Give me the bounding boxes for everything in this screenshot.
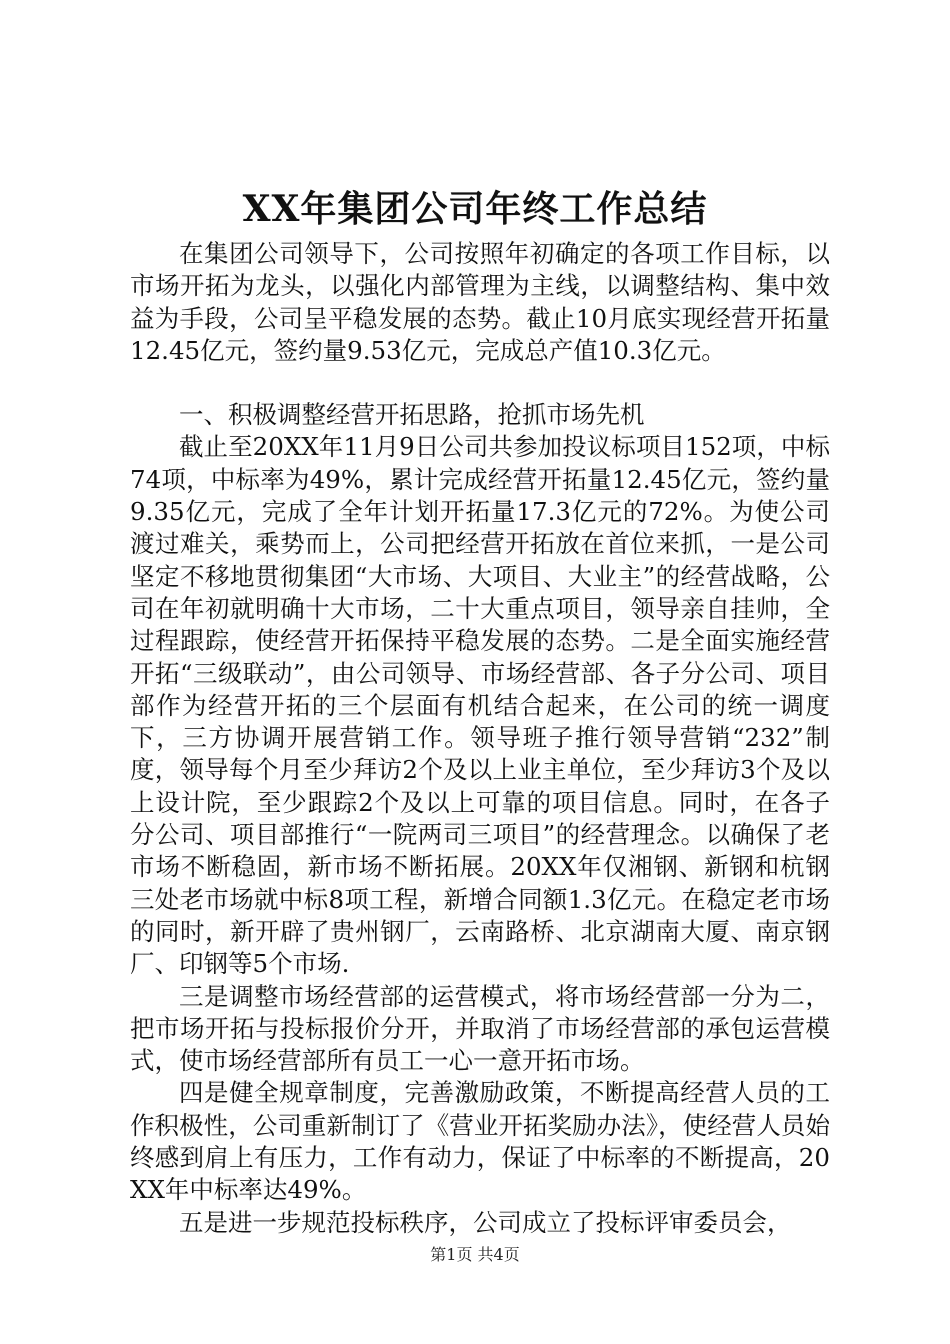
body-paragraph-1: 截止至20XX年11月9日公司共参加投议标项目152项，中标74项，中标率为49%，累计完成经营开拓量12.45亿元，签约量9.35亿元，完成了全年计划开拓量17.3亿元的72%。为使公司渡过难关，乘势而上，公司把经营开拓放在首位来抓，一是公司坚定不移地贯彻集团“大市场、大项目、大业主”的经营战略，公司在年初就明确十大市场，二十大重点项目，领导亲自挂帅，全过程跟踪，使经营开拓保持平稳发展的态势。二是全面实施经营开拓“三级联动”，由公司领导、市场经营部、各子分公司、项目部作为经营开拓的三个层面有机结合起来，在公司的统一调度下，三方协调开展营销工作。领导班子推行领导营销“232”制度，领导每个月至少拜访2个及以上业主单位，至少拜访3个及以上设计院，至少跟踪2个及以上可靠的项目信息。同时，在各子分公司、项目部推行“一院两司三项目”的经营理念。以确保了老市场不断稳固，新市场不断拓展。20XX年仅湘钢、新钢和杭钢三处老市场就中标8项工程，新增合同额1.3亿元。在稳定老市场的同时，新开辟了贵州钢厂，云南路桥、北京湖南大厦、南京钢厂、印钢等5个市场. [130, 432, 830, 979]
body-paragraph-2: 三是调整市场经营部的运营模式，将市场经营部一分为二，把市场开拓与投标报价分开，并取消了市场经营部的承包运营模式，使市场经营部所有员工一心一意开拓市场。 [130, 981, 830, 1076]
document-title: XX年集团公司年终工作总结 [242, 188, 708, 230]
section-heading: 一、积极调整经营开拓思路，抢抓市场先机 [179, 400, 645, 430]
intro-paragraph: 在集团公司领导下，公司按照年初确定的各项工作目标，以市场开拓为龙头，以强化内部管理为主线，以调整结构、集中效益为手段，公司呈平稳发展的态势。截止10月底实现经营开拓量12.45亿元，签约量9.53亿元，完成总产值10.3亿元。 [130, 239, 830, 365]
paragraph-gap [130, 367, 830, 399]
body-paragraph-3: 四是健全规章制度，完善激励政策，不断提高经营人员的工作积极性，公司重新制订了《营业开拓奖励办法》，使经营人员始终感到肩上有压力，工作有动力，保证了中标率的不断提高，20XX年中标率达49%。 [130, 1078, 830, 1205]
document-body [130, 238, 830, 1239]
page-number-footer: 第1页 共4页 [430, 1245, 520, 1264]
body-paragraph-4: 五是进一步规范投标秩序，公司成立了投标评审委员会， [179, 1207, 792, 1237]
